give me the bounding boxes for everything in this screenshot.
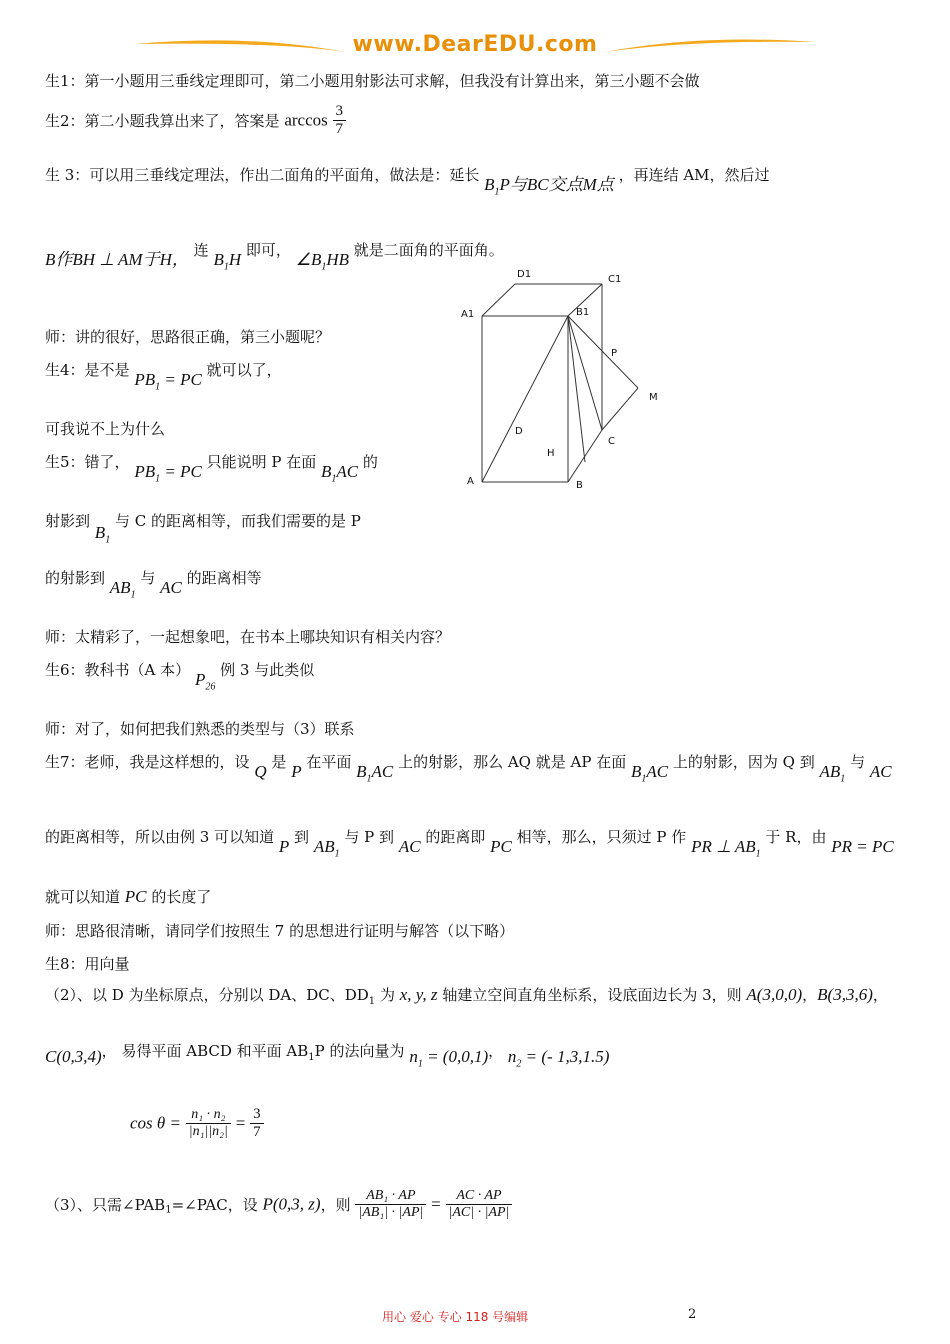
sub: 1 (130, 589, 136, 601)
sub: 1 (334, 848, 340, 860)
sym: = PC (160, 462, 202, 481)
line-normal-vectors (45, 1040, 610, 1070)
text: 与 (850, 753, 866, 771)
math-p: P (278, 837, 290, 856)
fig-label-a: A (467, 476, 474, 487)
line-student-4-cont: 可我说不上为什么 (45, 420, 166, 438)
text: 于 R，由 (765, 828, 827, 846)
sym: = PC (160, 370, 202, 389)
fig-label-b: B (576, 480, 583, 491)
line-teacher-2: 师：太精彩了，一起想象吧，在书本上哪块知识有相关内容？ (45, 628, 451, 646)
text: （2）、以 D 为坐标原点，分别以 DA、DC、DD (45, 986, 369, 1004)
line-student-7 (45, 751, 892, 785)
sym: AB (109, 578, 131, 597)
text: 射影到 (45, 512, 91, 530)
math-n2 (507, 1047, 610, 1070)
sub: 1 (366, 773, 372, 785)
footer-credit: 用心 爱心 专心 118 号编辑 (382, 1310, 529, 1324)
sym: AB (819, 762, 841, 781)
sym: AC (371, 762, 394, 781)
line-bh-construction (45, 235, 504, 273)
text: 连 (193, 241, 209, 259)
equals: = (235, 1113, 246, 1133)
math-b1h (213, 250, 242, 273)
sub: 1 (641, 773, 647, 785)
text: 生7：老师，我是这样想的，设 (45, 753, 250, 771)
sym: PB (134, 462, 156, 481)
text: P 的法向量为 (314, 1042, 405, 1060)
sym: HB (326, 250, 349, 269)
math-b1ac (321, 462, 359, 485)
sym: B (94, 523, 106, 542)
fig-label-m: M (649, 392, 658, 403)
text: 就可以知道 (45, 888, 121, 906)
line-student-7-end (45, 886, 211, 907)
line-student-5 (45, 451, 378, 485)
fig-label-d: D (515, 426, 523, 437)
text: 上的射影，因为 Q 到 (672, 753, 815, 771)
sym: B (213, 250, 224, 269)
numerator: 3 (250, 1106, 264, 1124)
text: ， (488, 1042, 504, 1060)
text: 在平面 (306, 753, 352, 771)
text: （3）、只需∠PAB (45, 1196, 166, 1214)
text: 与 C 的距离相等，而我们需要的是 P (114, 512, 361, 530)
math-pb1-eq-pc (134, 370, 202, 393)
text: 轴建立空间直角坐标系，设底面边长为 3，则 (442, 986, 742, 1004)
sub: 1 (155, 381, 161, 393)
line-student-6 (45, 659, 315, 693)
math-b1ac (356, 762, 394, 785)
text: 的射影到 (45, 569, 106, 587)
math-p: P (291, 762, 302, 781)
math-b1ac (630, 762, 669, 785)
line-teacher-3: 师：对了，如何把我们熟悉的类型与（3）联系 (45, 720, 355, 738)
math-xyz: x, y, z (399, 985, 438, 1004)
sub: 1 (840, 773, 846, 785)
math-ac: AC (160, 578, 182, 597)
fig-label-c: C (608, 436, 615, 447)
text: 的距离相等，所以由例 3 可以知道 (45, 828, 275, 846)
line-teacher-1: 师：讲的很好，思路很正确，第三小题呢？ (45, 328, 331, 346)
fig-label-d1: D1 (517, 269, 532, 280)
sym: AC (646, 762, 669, 781)
sym: PB (134, 370, 156, 389)
sym: B (484, 175, 495, 194)
sub: 1 (105, 534, 111, 546)
sub: 1 (321, 261, 327, 273)
math-pr-perp-ab1 (691, 837, 761, 860)
math-ab1 (819, 762, 846, 785)
sym: n (507, 1047, 517, 1066)
math-n1 (409, 1047, 489, 1070)
fig-label-c1: C1 (608, 274, 622, 285)
text: ， (872, 986, 888, 1004)
line-student-2 (45, 103, 346, 138)
denominator: |AB₁| · |AP| (358, 1205, 424, 1220)
sub: 1 (755, 848, 761, 860)
text: 例 3 与此类似 (220, 661, 315, 679)
numerator: n₁ · n₂ (186, 1107, 231, 1124)
line-student-5-cont-1 (45, 510, 361, 546)
sub: 1 (155, 473, 161, 485)
text: 是 (271, 753, 287, 771)
text: 的长度了 (151, 888, 212, 906)
line-student-3 (45, 160, 905, 198)
math-point-b: B(3,3,6) (817, 985, 873, 1004)
fraction-3-7 (250, 1106, 264, 1141)
header-banner (130, 30, 820, 64)
math-pc: PC (124, 887, 147, 906)
math-b1p (484, 175, 614, 198)
text: 生4：是不是 (45, 361, 130, 379)
math-pr-eq-pc: PR = PC (831, 837, 894, 856)
sym: = (0,0,1) (422, 1047, 489, 1066)
text: ， (802, 986, 818, 1004)
line-part-2-setup (45, 984, 888, 1007)
math-bh-perp-am: B作BH ⊥ AM于H， (45, 250, 189, 269)
line-student-8: 生8：用向量 (45, 955, 130, 973)
fraction-ab1-ap (355, 1188, 426, 1221)
fraction-ac-ap (446, 1188, 513, 1221)
text: ， (101, 1042, 117, 1060)
fig-label-p: P (611, 348, 618, 359)
math-angle-b1hb (295, 250, 349, 273)
text: 为 (379, 986, 395, 1004)
sym: H (228, 250, 242, 269)
sym: B (630, 762, 642, 781)
sub: 1 (223, 261, 229, 273)
sub: 1 (368, 996, 376, 1007)
denominator: |AC| · |AP| (448, 1205, 510, 1220)
fig-label-h: H (547, 448, 555, 459)
text: 的 (362, 453, 378, 471)
math-cos-theta: cos θ = (130, 1113, 181, 1133)
sym: PR ⊥ AB (691, 837, 756, 856)
text: 与 (140, 569, 156, 587)
denominator: 7 (335, 121, 344, 137)
line-teacher-4: 师：思路很清晰，请同学们按照生 7 的思想进行证明与解答（以下略） (45, 922, 515, 940)
sym: n (409, 1047, 418, 1066)
math-ab1 (313, 837, 340, 860)
sub: 1 (494, 186, 500, 198)
sym: B (321, 462, 332, 481)
sub: 1 (308, 1052, 315, 1063)
text: 就可以了， (206, 361, 282, 379)
math-pb1-eq-pc (134, 462, 202, 485)
sub: 26 (205, 681, 216, 693)
numerator: 3 (333, 103, 347, 121)
text: 生5：错了， (45, 453, 130, 471)
sym: AB (313, 837, 335, 856)
line-part-3 (45, 1188, 512, 1221)
math-b1 (94, 523, 111, 546)
formula-cos-theta (130, 1106, 264, 1141)
math-point-c: C(0,3,4) (45, 1047, 102, 1066)
numerator: AC · AP (446, 1188, 513, 1205)
sym: P (194, 670, 206, 689)
fig-label-a1: A1 (461, 309, 475, 320)
sym: ∠B (295, 250, 322, 269)
line-student-4 (45, 359, 282, 393)
fraction-dot-product (186, 1107, 231, 1140)
banner-url[interactable]: www.DearEDU.com (352, 32, 598, 57)
math-ac: AC (869, 762, 892, 781)
text: 上的射影，那么 AQ 就是 AP 在面 (398, 753, 627, 771)
text: 到 (294, 828, 310, 846)
text: 就是二面角的平面角。 (353, 241, 504, 259)
text: 生6：教科书（A 本） (45, 661, 191, 679)
math-p26 (194, 670, 216, 693)
text: ，再连结 AM，然后过 (618, 166, 770, 184)
denominator: |n₁||n₂| (188, 1124, 228, 1139)
sub: 2 (516, 1058, 522, 1070)
text: 与 P 到 (344, 828, 395, 846)
numerator: AB₁ · AP (355, 1188, 426, 1205)
fig-label-b1: B1 (576, 307, 590, 318)
text: 的距离即 (425, 828, 486, 846)
math-q: Q (254, 762, 267, 781)
text: 易得平面 ABCD 和平面 AB (121, 1042, 309, 1060)
text: 生 3：可以用三垂线定理法，作出二面角的平面角，做法是：延长 (45, 166, 480, 184)
equals: = (431, 1194, 441, 1214)
prism-figure (455, 262, 675, 498)
sym: = (- 1,3,1.5) (521, 1047, 610, 1066)
sub: 1 (331, 473, 337, 485)
math-ab1 (109, 578, 136, 601)
text: 的距离相等 (186, 569, 262, 587)
line-student-5-cont-2 (45, 567, 262, 601)
math-ac: AC (398, 837, 421, 856)
math-point-a: A(3,0,0) (746, 985, 803, 1004)
text: =∠PAC，设 (171, 1196, 258, 1214)
sym: AC (336, 462, 359, 481)
text: 即可， (245, 241, 291, 259)
arccos-fn: arccos (284, 110, 328, 130)
fraction-3-7 (333, 103, 347, 138)
sub: 1 (165, 1204, 172, 1216)
sub: 1 (417, 1058, 423, 1070)
sym: B (356, 762, 367, 781)
sym: P与BC交点M点 (499, 175, 614, 194)
text: ，则 (320, 1196, 351, 1214)
page-number: 2 (688, 1307, 697, 1322)
text: 只能说明 P 在面 (206, 453, 317, 471)
text: 相等，那么，只须过 P 作 (516, 828, 687, 846)
math-point-p: P(0,3, z) (262, 1194, 321, 1214)
math-pc: PC (490, 837, 512, 856)
denominator: 7 (253, 1124, 261, 1140)
line-student-1: 生1：第一小题用三垂线定理即可，第二小题用射影法可求解，但我没有计算出来，第三小题不会做 (45, 72, 700, 90)
text: 生2：第二小题我算出来了，答案是 (45, 112, 280, 130)
line-student-7-cont (45, 826, 894, 860)
